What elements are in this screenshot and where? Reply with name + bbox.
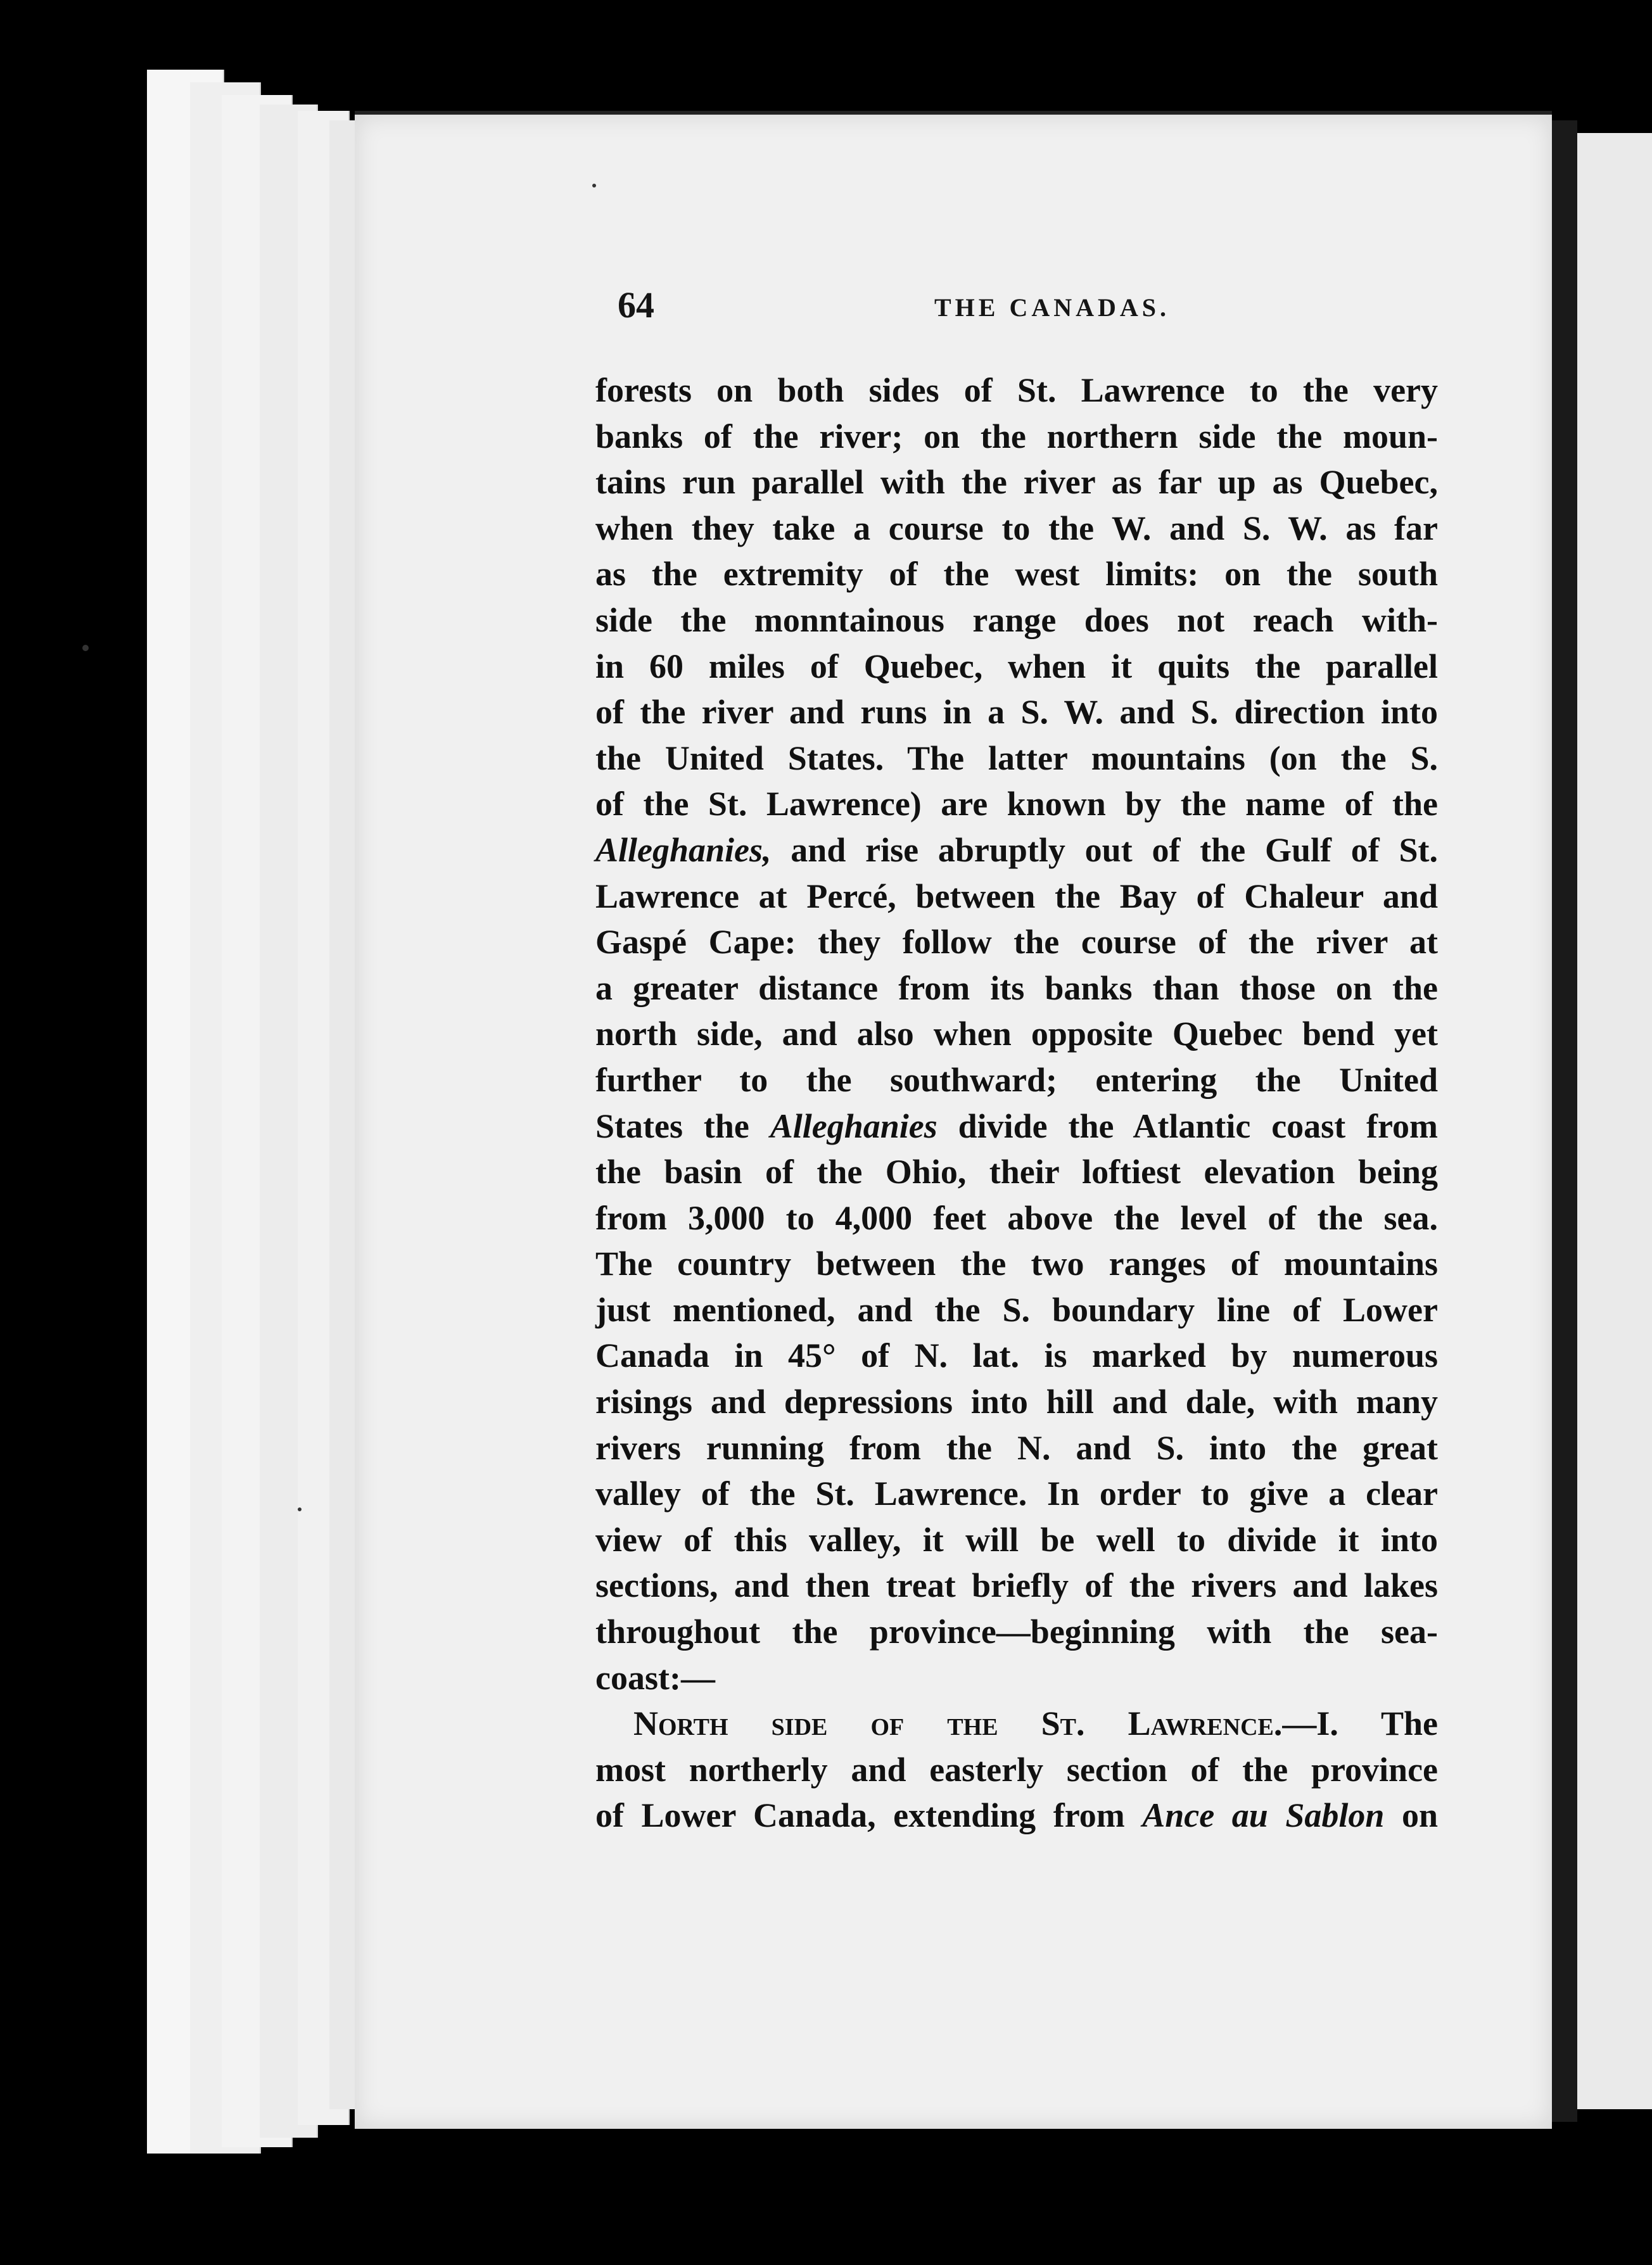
text-run: on xyxy=(1384,1796,1438,1835)
text-line xyxy=(595,1379,1438,1425)
text-run: a greater distance from its banks than those on the xyxy=(595,968,1438,1007)
text-run: just mentioned, and the S. boundary line of Lower xyxy=(595,1290,1438,1329)
text-line xyxy=(595,1792,1438,1839)
text-run: Gaspé Cape: they follow the course of the river at xyxy=(595,923,1438,961)
text-run: States the xyxy=(595,1107,770,1145)
text-run: tains run parallel with the river as far up as Quebec, xyxy=(595,463,1438,502)
section-heading-line xyxy=(595,1701,1438,1747)
text-run: sections, and then treat briefly of the rivers and lakes xyxy=(595,1566,1438,1605)
body-text xyxy=(595,367,1438,1839)
text-line xyxy=(595,1471,1438,1517)
text-run: and rise abruptly out of the Gulf of St. xyxy=(771,830,1438,869)
scan-speck xyxy=(592,184,596,187)
italic-text-run: Alleghanies, xyxy=(595,830,772,869)
text-line xyxy=(595,459,1438,505)
text-run: risings and depressions into hill and dale, with many xyxy=(595,1383,1438,1421)
text-line xyxy=(595,1241,1438,1287)
book-gutter xyxy=(1552,120,1577,2122)
text-line xyxy=(595,1333,1438,1379)
text-line xyxy=(595,551,1438,597)
text-run: rivers running from the N. and S. into the great xyxy=(595,1428,1438,1467)
scan-speck xyxy=(82,645,89,651)
text-line xyxy=(595,414,1438,460)
text-line xyxy=(595,1057,1438,1103)
text-line xyxy=(595,919,1438,965)
scan-speck xyxy=(298,1507,302,1511)
text-run: divide the Atlantic coast from xyxy=(937,1107,1438,1145)
text-line xyxy=(595,1609,1438,1655)
text-line xyxy=(595,644,1438,690)
text-line xyxy=(595,781,1438,827)
text-run: side the monntainous range does not reach with- xyxy=(595,600,1438,639)
text-line xyxy=(595,1655,1438,1701)
text-run: coast:— xyxy=(595,1658,715,1697)
text-line xyxy=(595,1563,1438,1609)
text-line xyxy=(595,1103,1438,1150)
text-run: in 60 miles of Quebec, when it quits the parallel xyxy=(595,647,1438,685)
text-line xyxy=(595,597,1438,644)
text-line xyxy=(595,1517,1438,1563)
text-run: valley of the St. Lawrence. In order to give a clear xyxy=(595,1475,1438,1513)
text-run: of the St. Lawrence) are known by the name of the xyxy=(595,785,1438,823)
text-run: Canada in 45° of N. lat. is marked by numerous xyxy=(595,1336,1438,1375)
text-line xyxy=(595,873,1438,920)
page-number: 64 xyxy=(618,284,654,326)
text-run: north side, and also when opposite Quebec bend yet xyxy=(595,1015,1438,1053)
text-run: most northerly and easterly section of the province xyxy=(595,1750,1438,1789)
text-run: of Lower Canada, extending from xyxy=(595,1796,1143,1835)
text-run: further to the southward; entering the United xyxy=(595,1060,1438,1099)
text-run: the United States. The latter mountains (on the S. xyxy=(595,739,1438,777)
text-line xyxy=(595,689,1438,735)
text-run: as the extremity of the west limits: on the south xyxy=(595,555,1438,593)
text-run: the basin of the Ohio, their loftiest elevation being xyxy=(595,1153,1438,1191)
text-run: Lawrence at Percé, between the Bay of Chaleur and xyxy=(595,877,1438,915)
text-run: from 3,000 to 4,000 feet above the level of the sea. xyxy=(595,1198,1438,1237)
text-line xyxy=(595,1287,1438,1333)
text-line xyxy=(595,367,1438,414)
page-header xyxy=(618,284,1441,334)
text-run: throughout the province—beginning with the sea- xyxy=(595,1613,1438,1651)
text-line xyxy=(595,827,1438,873)
text-line xyxy=(595,735,1438,782)
text-line xyxy=(595,1011,1438,1057)
text-line xyxy=(595,1747,1438,1793)
text-line xyxy=(595,1425,1438,1471)
text-run: banks of the river; on the northern side the moun- xyxy=(595,417,1438,455)
italic-text-run: Alleghanies xyxy=(770,1107,937,1145)
text-run: —I. The xyxy=(1282,1704,1438,1743)
text-line xyxy=(595,965,1438,1012)
text-run: The country between the two ranges of mountains xyxy=(595,1245,1438,1283)
text-run: view of this valley, it will be well to divide it into xyxy=(595,1520,1438,1559)
text-run: of the river and runs in a S. W. and S. direction into xyxy=(595,693,1438,732)
italic-text-run: Ance au Sablon xyxy=(1142,1796,1385,1835)
section-heading: North side of the St. Lawrence. xyxy=(633,1704,1283,1743)
text-run: when they take a course to the W. and S. W. as far xyxy=(595,509,1438,547)
running-head: THE CANADAS. xyxy=(934,293,1171,322)
text-line xyxy=(595,505,1438,552)
facing-page-edge xyxy=(1577,133,1652,2109)
text-line xyxy=(595,1195,1438,1241)
text-line xyxy=(595,1149,1438,1195)
text-run: forests on both sides of St. Lawrence to the very xyxy=(595,371,1438,409)
